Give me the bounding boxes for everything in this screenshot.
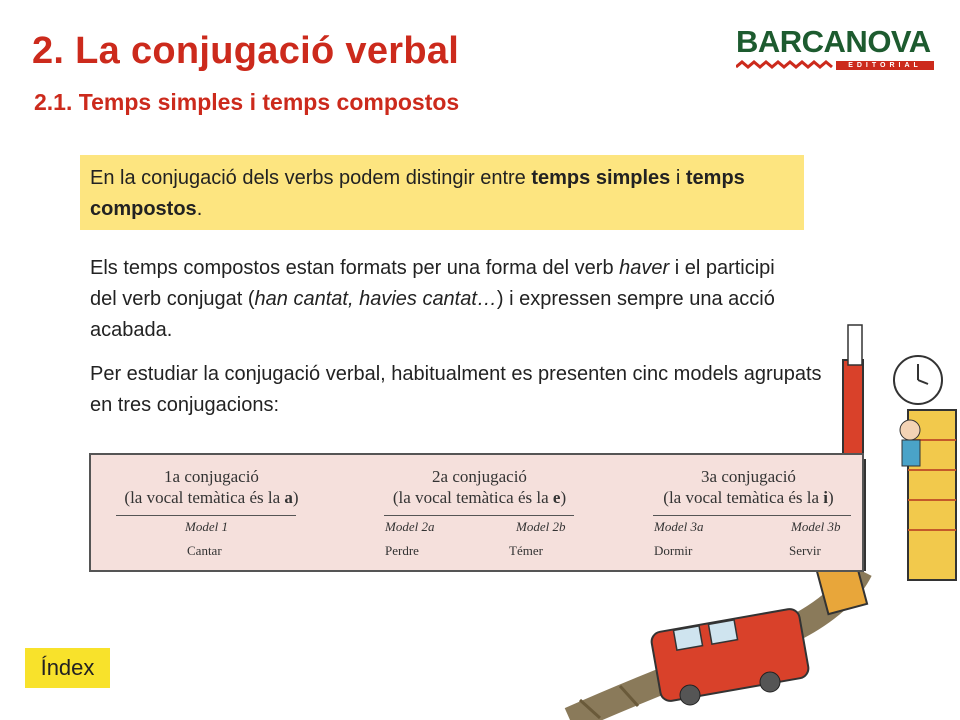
vowel-letter: a xyxy=(284,488,293,507)
vowel-text: ) xyxy=(292,488,299,507)
model-verb: Servir xyxy=(789,543,821,558)
vowel-text: (la vocal temàtica és la xyxy=(124,488,285,507)
model-label: Model 3b xyxy=(791,519,841,534)
index-button[interactable]: Índex xyxy=(25,648,110,688)
logo-brand: BARCANOVA xyxy=(736,24,931,59)
model-verb: Perdre xyxy=(385,543,419,558)
para-text: ) i expressen sempre una acció acabada. xyxy=(90,288,775,341)
page-title: 2. La conjugació verbal xyxy=(32,30,460,72)
conjugation-name: 1a conjugació xyxy=(164,467,259,486)
para-text: i el participi del verb conjugat ( xyxy=(90,257,775,310)
conjugation-table xyxy=(89,453,864,572)
vowel-text: (la vocal temàtica és la xyxy=(663,488,824,507)
divider xyxy=(653,515,851,516)
model-verb: Dormir xyxy=(654,543,693,558)
paragraph-models: Per estudiar la conjugació verbal, habitualment es presenten cinc models agrupats en tres conjugacions: xyxy=(90,363,822,416)
barcanova-logo xyxy=(736,24,936,74)
vowel-letter: e xyxy=(552,488,561,507)
model-label: Model 2b xyxy=(516,519,566,534)
conjugation-vowel xyxy=(109,487,314,509)
model-verb: Témer xyxy=(509,543,543,558)
conjugation-vowel xyxy=(377,487,582,509)
vowel-letter: i xyxy=(823,488,829,507)
page-subtitle: 2.1. Temps simples i temps compostos xyxy=(34,89,460,115)
conjugation-3 xyxy=(646,467,851,509)
highlight-text: i xyxy=(670,167,686,189)
logo-subtitle: EDITORIAL xyxy=(836,61,934,70)
para-italic: haver xyxy=(619,257,670,279)
model-label: Model 2a xyxy=(385,519,435,534)
model-label: Model 3a xyxy=(654,519,704,534)
model-verb: Cantar xyxy=(187,543,222,558)
divider xyxy=(384,515,574,516)
para-italic: han cantat, havies cantat… xyxy=(254,288,497,310)
conjugation-vowel xyxy=(646,487,851,509)
conjugation-1 xyxy=(109,467,314,509)
conjugation-name: 2a conjugació xyxy=(432,467,527,486)
vowel-text: ) xyxy=(560,488,567,507)
highlight-bold-simple: temps simples xyxy=(531,167,671,189)
vowel-text: ) xyxy=(828,488,834,507)
model-label: Model 1 xyxy=(185,519,228,534)
divider xyxy=(116,515,296,516)
highlight-text: En la conjugació dels verbs podem distingir entre xyxy=(90,167,532,189)
conjugation-2 xyxy=(377,467,582,509)
highlight-box xyxy=(80,155,804,230)
conjugation-name: 3a conjugació xyxy=(701,467,796,486)
para-text: Els temps compostos estan formats per una forma del verb xyxy=(90,257,620,279)
highlight-text: . xyxy=(196,198,203,220)
highlight-bold-compound: temps compostos xyxy=(90,167,745,220)
vowel-text: (la vocal temàtica és la xyxy=(392,488,553,507)
